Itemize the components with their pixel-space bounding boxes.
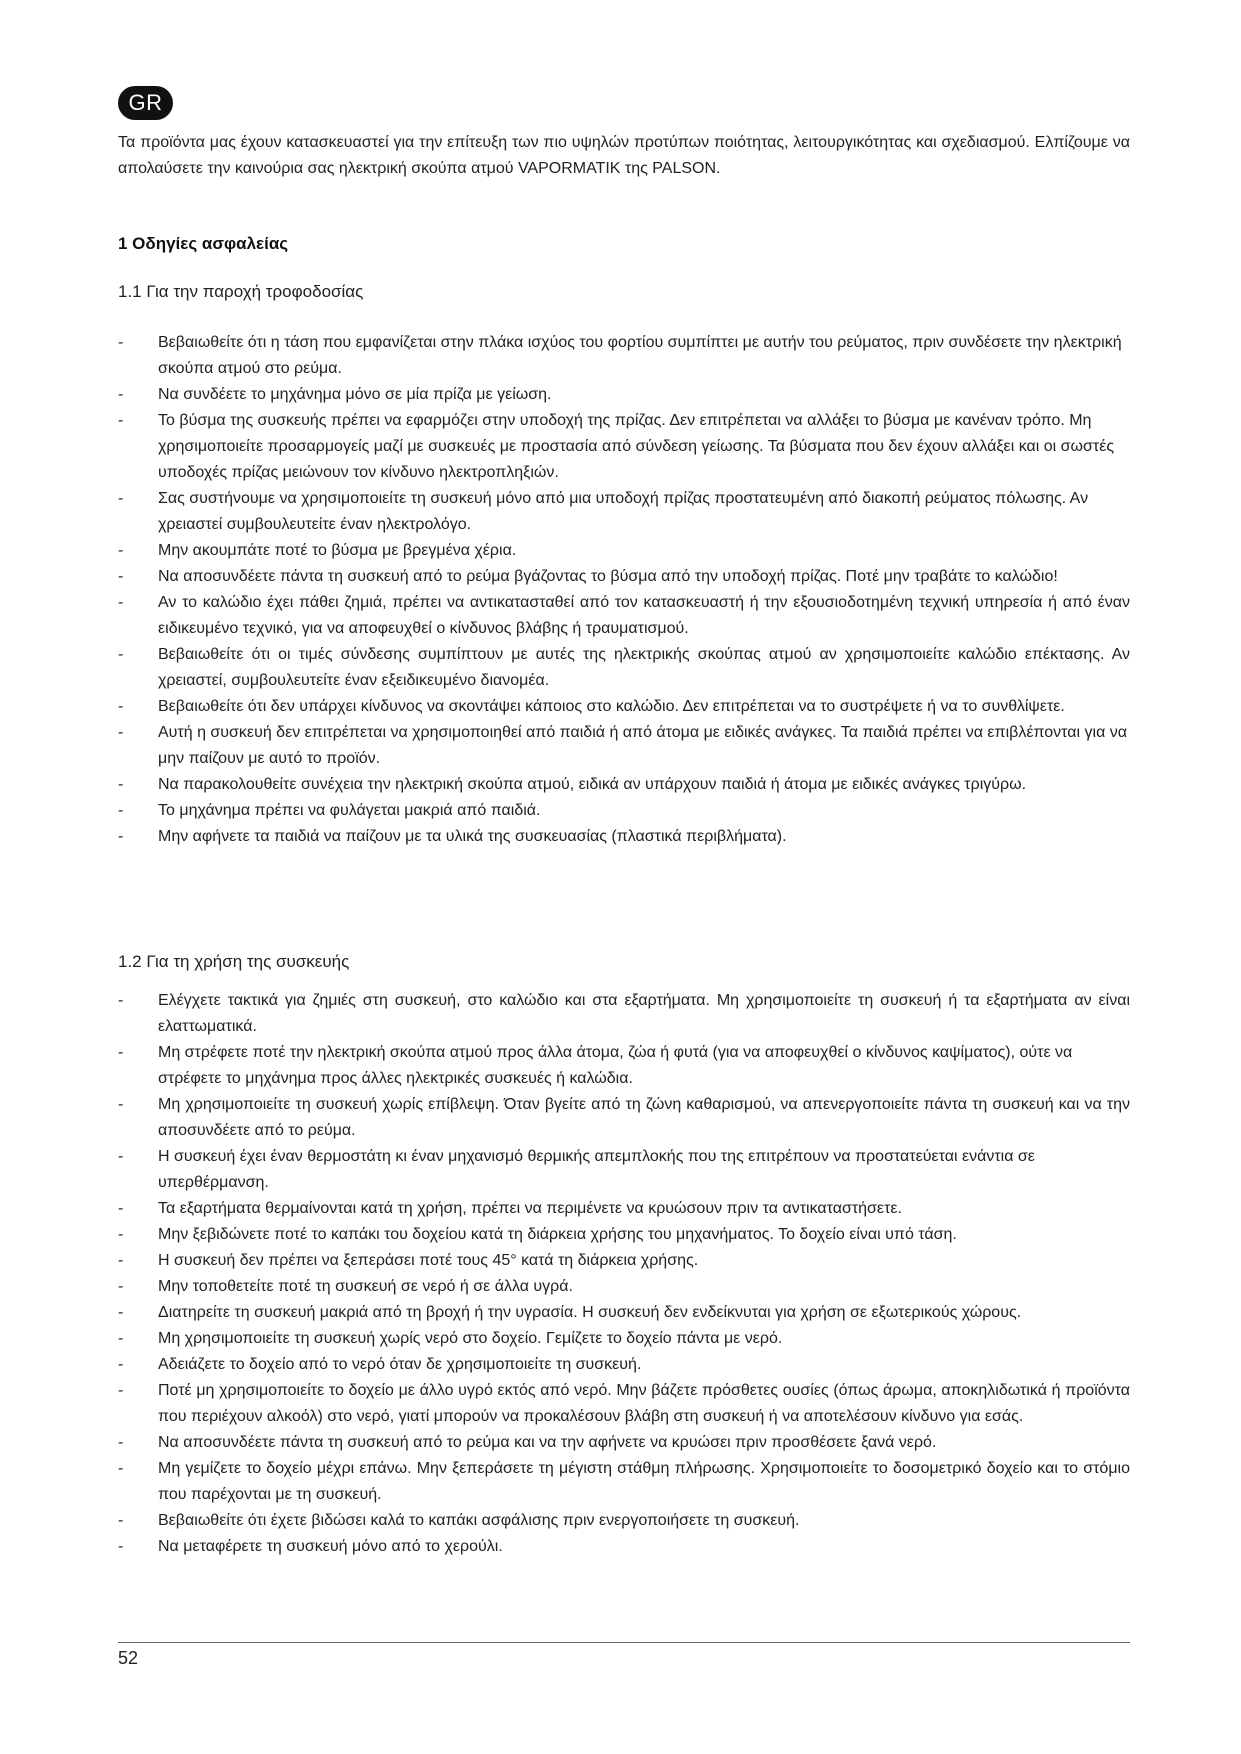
list-item: - Τα εξαρτήματα θερμαίνονται κατά τη χρήση, πρέπει να περιμένετε να κρυώσουν πριν τα αντικαταστήσετε. bbox=[118, 1196, 1130, 1222]
list-item: - Να συνδέετε το μηχάνημα μόνο σε μία πρίζα με γείωση. bbox=[118, 382, 1130, 408]
list-item: - Να αποσυνδέετε πάντα τη συσκευή από το ρεύμα και να την αφήνετε να κρυώσει πριν προσθέσετε ξανά νερό. bbox=[118, 1430, 1130, 1456]
subsection-heading-power: 1.1 Για την παροχή τροφοδοσίας bbox=[118, 282, 364, 301]
list-item: - Μη γεμίζετε το δοχείο μέχρι επάνω. Μην ξεπεράσετε τη μέγιστη στάθμη πλήρωσης. Χρησιμοποιείτε το δοσομετρικό δοχείο και το στόμιο που παρέχονται με τη συσκευή. bbox=[118, 1456, 1130, 1508]
list-item: - Το μηχάνημα πρέπει να φυλάγεται μακριά από παιδιά. bbox=[118, 798, 1130, 824]
list-item: - Διατηρείτε τη συσκευή μακριά από τη βροχή ή την υγρασία. Η συσκευή δεν ενδείκνυται για χρήση σε εξωτερικούς χώρους. bbox=[118, 1300, 1130, 1326]
list-item: - Βεβαιωθείτε ότι έχετε βιδώσει καλά το καπάκι ασφάλισης πριν ενεργοποιήσετε τη συσκευή. bbox=[118, 1508, 1130, 1534]
list-item: - Μην αφήνετε τα παιδιά να παίζουν με τα υλικά της συσκευασίας (πλαστικά περιβλήματα). bbox=[118, 824, 1130, 850]
subsection-heading-usage: 1.2 Για τη χρήση της συσκευής bbox=[118, 952, 350, 971]
language-badge: GR bbox=[118, 86, 173, 120]
manual-page bbox=[118, 86, 1130, 1726]
list-item: - Μη χρησιμοποιείτε τη συσκευή χωρίς επίβλεψη. Όταν βγείτε από τη ζώνη καθαρισμού, να απενεργοποιείτε πάντα τη συσκευή και να την αποσυνδέετε από το ρεύμα. bbox=[118, 1092, 1130, 1144]
power-safety-list bbox=[118, 330, 1130, 850]
intro-paragraph: Τα προϊόντα μας έχουν κατασκευαστεί για την επίτευξη των πιο υψηλών προτύπων ποιότητας, λειτουργικότητας και σχεδιασμού. Ελπίζουμε να απολαύσετε την καινούρια σας ηλεκτρική σκούπα ατμού VAPORMATIK της PALSON. bbox=[118, 134, 1130, 177]
list-item: - Μη στρέφετε ποτέ την ηλεκτρική σκούπα ατμού προς άλλα άτομα, ζώα ή φυτά (για να αποφευχθεί ο κίνδυνος καψίματος), ούτε να στρέφετε το μηχάνημα προς άλλες ηλεκτρικές συσκευές ή καλώδια. bbox=[118, 1040, 1130, 1092]
list-item: - Να αποσυνδέετε πάντα τη συσκευή από το ρεύμα βγάζοντας το βύσμα από την υποδοχή πρίζας. Ποτέ μην τραβάτε το καλώδιο! bbox=[118, 564, 1130, 590]
list-item: - Μη χρησιμοποιείτε τη συσκευή χωρίς νερό στο δοχείο. Γεμίζετε το δοχείο πάντα με νερό. bbox=[118, 1326, 1130, 1352]
list-item: - Βεβαιωθείτε ότι η τάση που εμφανίζεται στην πλάκα ισχύος του φορτίου συμπίπτει με αυτήν του ρεύματος, πριν συνδέσετε την ηλεκτρική σκούπα ατμού στο ρεύμα. bbox=[118, 330, 1130, 382]
list-item: - Αδειάζετε το δοχείο από το νερό όταν δε χρησιμοποιείτε τη συσκευή. bbox=[118, 1352, 1130, 1378]
list-item: - Βεβαιωθείτε ότι δεν υπάρχει κίνδυνος να σκοντάψει κάποιος στο καλώδιο. Δεν επιτρέπεται να το συστρέψετε ή να το συνθλίψετε. bbox=[118, 694, 1130, 720]
list-item: - Να μεταφέρετε τη συσκευή μόνο από το χερούλι. bbox=[118, 1534, 1130, 1560]
footer-divider bbox=[118, 1642, 1130, 1643]
section-heading: 1 Οδηγίες ασφαλείας bbox=[118, 234, 289, 253]
list-item: - Η συσκευή έχει έναν θερμοστάτη κι έναν μηχανισμό θερμικής απεμπλοκής που της επιτρέπουν να προστατεύεται ενάντια σε υπερθέρμανση. bbox=[118, 1144, 1130, 1196]
list-item: - Να παρακολουθείτε συνέχεια την ηλεκτρική σκούπα ατμού, ειδικά αν υπάρχουν παιδιά ή άτομα με ειδικές ανάγκες τριγύρω. bbox=[118, 772, 1130, 798]
list-item: - Αν το καλώδιο έχει πάθει ζημιά, πρέπει να αντικατασταθεί από τον κατασκευαστή ή την εξουσιοδοτημένη τεχνική υπηρεσία ή από έναν ειδικευμένο τεχνικό, για να αποφευχθεί ο κίνδυνος βλάβης ή τραυματισμού. bbox=[118, 590, 1130, 642]
page-number: 52 bbox=[118, 1648, 139, 1668]
list-item: - Βεβαιωθείτε ότι οι τιμές σύνδεσης συμπίπτουν με αυτές της ηλεκτρικής σκούπας ατμού αν χρησιμοποιείτε καλώδιο επέκτασης. Αν χρειαστεί, συμβουλευτείτε έναν εξειδικευμένο διανομέα. bbox=[118, 642, 1130, 694]
list-item: - Αυτή η συσκευή δεν επιτρέπεται να χρησιμοποιηθεί από παιδιά ή από άτομα με ειδικές ανάγκες. Τα παιδιά πρέπει να επιβλέπονται για να μην παίζουν με αυτό το προϊόν. bbox=[118, 720, 1130, 772]
list-item: - Μην τοποθετείτε ποτέ τη συσκευή σε νερό ή σε άλλα υγρά. bbox=[118, 1274, 1130, 1300]
list-item: - Το βύσμα της συσκευής πρέπει να εφαρμόζει στην υποδοχή της πρίζας. Δεν επιτρέπεται να αλλάξει το βύσμα με κανέναν τρόπο. Μη χρησιμοποιείτε προσαρμογείς μαζί με συσκευές με προστασία από σύνδεση γείωσης. Τα βύσματα που δεν έχουν αλλάξει και οι σωστές υποδοχές πρίζας μειώνουν τον κίνδυνο ηλεκτροπληξιών. bbox=[118, 408, 1130, 486]
usage-safety-list bbox=[118, 988, 1130, 1560]
list-item: - Μην ακουμπάτε ποτέ το βύσμα με βρεγμένα χέρια. bbox=[118, 538, 1130, 564]
list-item: - Η συσκευή δεν πρέπει να ξεπεράσει ποτέ τους 45° κατά τη διάρκεια χρήσης. bbox=[118, 1248, 1130, 1274]
list-item: - Ποτέ μη χρησιμοποιείτε το δοχείο με άλλο υγρό εκτός από νερό. Μην βάζετε πρόσθετες ουσίες (όπως άρωμα, αποκηλιδωτικά ή προϊόντα που περιέχουν αλκοόλ) στο νερό, γιατί μπορούν να προκαλέσουν βλάβη στη συσκευή ή να αποτελέσουν κίνδυνο για εσάς. bbox=[118, 1378, 1130, 1430]
list-item: - Σας συστήνουμε να χρησιμοποιείτε τη συσκευή μόνο από μια υποδοχή πρίζας προστατευμένη από διακοπή ρεύματος πόλωσης. Αν χρειαστεί συμβουλευτείτε έναν ηλεκτρολόγο. bbox=[118, 486, 1130, 538]
list-item: - Ελέγχετε τακτικά για ζημιές στη συσκευή, στο καλώδιο και στα εξαρτήματα. Μη χρησιμοποιείτε τη συσκευή ή τα εξαρτήματα αν είναι ελαττωματικά. bbox=[118, 988, 1130, 1040]
list-item: - Μην ξεβιδώνετε ποτέ το καπάκι του δοχείου κατά τη διάρκεια χρήσης του μηχανήματος. Το δοχείο είναι υπό τάση. bbox=[118, 1222, 1130, 1248]
